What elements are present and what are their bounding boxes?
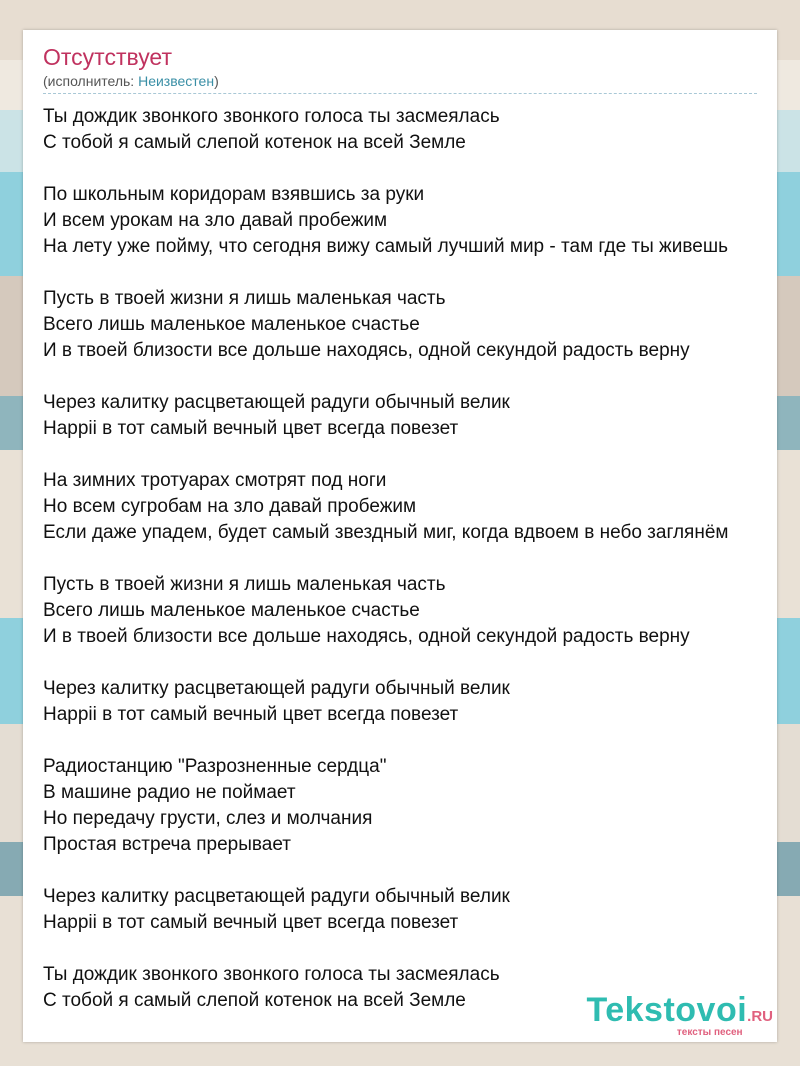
lyrics-stanza (43, 182, 783, 260)
lyrics-line: Простая встреча прерывает (43, 834, 291, 855)
lyrics-stanza (43, 468, 783, 546)
lyrics-line: Радиостанцию "Разрозненные сердца" (43, 756, 387, 777)
song-title: Отсутствует (43, 44, 172, 70)
lyrics-line: Всего лишь маленькое маленькое счастье (43, 314, 420, 335)
lyrics-stanza (43, 286, 783, 364)
artist-link[interactable]: Неизвестен (138, 73, 215, 89)
artist-line (43, 72, 219, 90)
lyrics-line: На зимних тротуарах смотрят под ноги (43, 470, 387, 491)
logo-tagline: тексты песен (676, 1027, 743, 1038)
lyrics-line: Happii в тот самый вечный цвет всегда повезет (43, 418, 459, 439)
lyrics-line: Happii в тот самый вечный цвет всегда повезет (43, 704, 459, 725)
lyrics-line: Всего лишь маленькое маленькое счастье (43, 600, 420, 621)
lyrics-line: Через калитку расцветающей радуги обычный велик (43, 392, 510, 413)
site-logo[interactable] (586, 993, 773, 1038)
lyrics-line: И всем урокам на зло давай пробежим (43, 210, 388, 231)
lyrics-line: На лету уже пойму, что сегодня вижу самый лучший мир - там где ты живешь (43, 236, 728, 257)
lyrics-body (43, 104, 783, 1014)
lyrics-line: Ты дождик звонкого звонкого голоса ты засмеялась (43, 964, 500, 985)
artist-suffix: ) (214, 73, 219, 89)
lyrics-stanza (43, 884, 783, 936)
artist-prefix: (исполнитель: (43, 73, 139, 89)
lyrics-line: Happii в тот самый вечный цвет всегда повезет (43, 912, 459, 933)
lyrics-line: Пусть в твоей жизни я лишь маленькая часть (43, 574, 446, 595)
lyrics-line: С тобой я самый слепой котенок на всей Земле (43, 990, 466, 1011)
lyrics-line: Через калитку расцветающей радуги обычный велик (43, 886, 510, 907)
lyrics-line: Но передачу грусти, слез и молчания (43, 808, 373, 829)
lyrics-stanza (43, 572, 783, 650)
lyrics-stanza (43, 676, 783, 728)
lyrics-line: И в твоей близости все дольше находясь, одной секундой радость верну (43, 340, 690, 361)
lyrics-line: Через калитку расцветающей радуги обычный велик (43, 678, 510, 699)
lyrics-card (23, 30, 777, 1042)
lyrics-line: И в твоей близости все дольше находясь, одной секундой радость верну (43, 626, 690, 647)
title-divider (43, 93, 757, 94)
lyrics-line: С тобой я самый слепой котенок на всей Земле (43, 132, 466, 153)
lyrics-line: По школьным коридорам взявшись за руки (43, 184, 425, 205)
lyrics-stanza (43, 390, 783, 442)
lyrics-line: Пусть в твоей жизни я лишь маленькая часть (43, 288, 446, 309)
lyrics-stanza (43, 754, 783, 858)
lyrics-line: В машине радио не поймает (43, 782, 296, 803)
lyrics-line: Если даже упадем, будет самый звездный миг, когда вдвоем в небо заглянём (43, 522, 729, 543)
lyrics-stanza (43, 104, 783, 156)
logo-wordmark: Tekstovoi (586, 991, 748, 1029)
logo-tld: .RU (747, 1008, 773, 1025)
lyrics-line: Но всем сугробам на зло давай пробежим (43, 496, 417, 517)
lyrics-line: Ты дождик звонкого звонкого голоса ты засмеялась (43, 106, 500, 127)
